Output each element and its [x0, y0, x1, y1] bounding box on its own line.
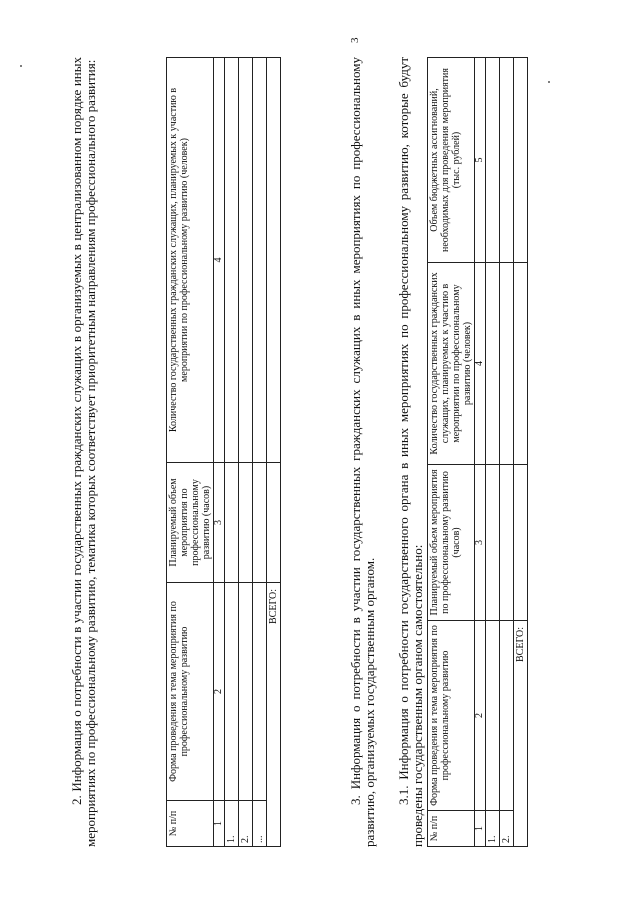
page-number: 3	[349, 37, 361, 43]
section-3-1-table	[427, 57, 528, 847]
table-cell	[239, 58, 253, 463]
header-budget: Объем бюджетных ассигнований, необходимых для проведения мероприятия (тыс. рублей)	[428, 58, 475, 263]
table-cell	[500, 621, 514, 811]
section-3-paragraph	[349, 57, 377, 847]
scan-speck	[548, 81, 550, 83]
table-cell	[500, 58, 514, 263]
section-3-text: 3. Информация о потребности в участии государственных гражданских служащих в иных мероприятиях по профессиональному развитию, организуемых государственным органом.	[348, 57, 377, 847]
header-number: № п/п	[167, 801, 214, 847]
scan-speck	[20, 65, 22, 67]
section-2-paragraph	[70, 57, 98, 847]
table-cell	[253, 463, 267, 583]
row-number: ...	[253, 801, 267, 847]
section-2-text: 2. Информация о потребности в участии государственных гражданских служащих в организуемых в централизованном порядке иных мероприятиях по профессиональному развитию, тематика которых соответствует приоритетным направлениям профессионального развития:	[69, 57, 98, 847]
column-number-row	[214, 58, 225, 847]
table-cell	[514, 263, 528, 465]
table-cell	[267, 58, 281, 463]
column-number: 1	[475, 811, 486, 847]
table-cell	[225, 58, 239, 463]
total-label: ВСЕГО:	[267, 583, 281, 847]
header-employee-count: Количество государственных гражданских служащих, планируемых к участию в мероприятии по профессиональному развитию (человек)	[167, 58, 214, 463]
total-label: ВСЕГО:	[514, 621, 528, 847]
table-cell	[514, 465, 528, 621]
table-row	[486, 58, 500, 847]
table-cell	[486, 621, 500, 811]
header-form-topic: Форма проведения и тема мероприятия по профессиональному развитию	[428, 621, 475, 811]
header-number: № п/п	[428, 811, 475, 847]
table-cell	[514, 58, 528, 263]
table-header-row	[428, 58, 475, 847]
section-3-1-text: 3.1. Информация о потребности государственного органа в иных мероприятиях по профессиональному развитию, которые будут проведены государственным органом самостоятельно:	[396, 57, 425, 847]
table-cell	[500, 465, 514, 621]
column-number: 1	[214, 801, 225, 847]
table-row	[239, 58, 253, 847]
row-number: 2.	[500, 811, 514, 847]
column-number: 4	[475, 263, 486, 465]
table-cell	[225, 463, 239, 583]
table-cell	[225, 583, 239, 801]
table-cell	[486, 58, 500, 263]
table-cell	[239, 583, 253, 801]
table-row	[253, 58, 267, 847]
column-number: 2	[214, 583, 225, 801]
table-cell	[239, 463, 253, 583]
table-row	[225, 58, 239, 847]
total-row	[267, 58, 281, 847]
table-header-row	[167, 58, 214, 847]
row-number: 2.	[239, 801, 253, 847]
table-cell	[500, 263, 514, 465]
header-planned-hours: Планируемый объем мероприятия по профессиональному развитию (часов)	[428, 465, 475, 621]
table-cell	[253, 583, 267, 801]
table-row	[500, 58, 514, 847]
table-cell	[267, 463, 281, 583]
column-number-row	[475, 58, 486, 847]
table-cell	[486, 263, 500, 465]
header-employee-count: Количество государственных гражданских служащих, планируемых к участию в мероприятии по профессиональному развитию (человек)	[428, 263, 475, 465]
total-row	[514, 58, 528, 847]
table-cell	[486, 465, 500, 621]
row-number: 1.	[486, 811, 500, 847]
header-planned-hours: Планируемый объем мероприятия по профессиональному развитию (часов)	[167, 463, 214, 583]
column-number: 5	[475, 58, 486, 263]
column-number: 3	[475, 465, 486, 621]
section-2-table	[166, 57, 281, 847]
row-number: 1.	[225, 801, 239, 847]
header-form-topic: Форма проведения и тема мероприятия по профессиональному развитию	[167, 583, 214, 801]
column-number: 4	[214, 58, 225, 463]
table-cell	[253, 58, 267, 463]
section-3-1-paragraph	[397, 57, 425, 847]
column-number: 3	[214, 463, 225, 583]
column-number: 2	[475, 621, 486, 811]
